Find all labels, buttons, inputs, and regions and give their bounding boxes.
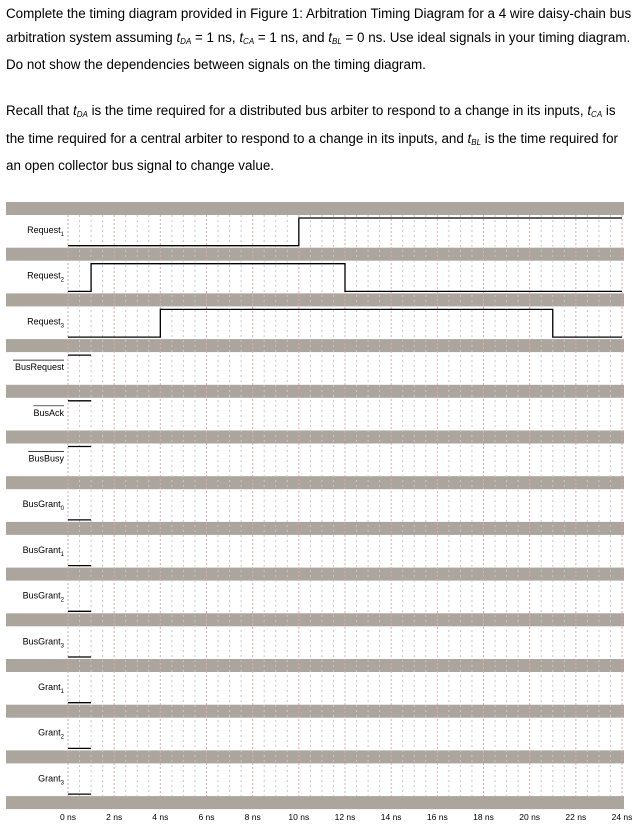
time-tick-label: 24 ns xyxy=(611,812,633,823)
tbl-subscript: BL xyxy=(331,36,342,46)
signal-subscript: 3 xyxy=(60,780,64,787)
signal-name: Grant xyxy=(38,727,61,738)
time-tick-label: 14 ns xyxy=(380,812,402,823)
signal-subscript: 3 xyxy=(60,323,64,330)
tbl-symbol: t xyxy=(328,29,332,45)
separator-band xyxy=(6,705,624,718)
recall-part2: is the time required for a central arbiter to respond to a change in its inputs, and xyxy=(6,103,616,146)
separator-band xyxy=(6,476,624,489)
signal-name: BusBusy xyxy=(28,453,64,464)
time-tick-label: 4 ns xyxy=(152,812,169,823)
signal-label xyxy=(38,728,65,741)
signal-label xyxy=(23,636,65,649)
tda-symbol: t xyxy=(176,29,181,45)
signal-name: BusGrant xyxy=(22,636,61,647)
recall-part3: is the time required for an open collector bus signal to change value. xyxy=(6,130,618,173)
signal-label xyxy=(38,773,65,786)
recall-tbl-symbol: t xyxy=(467,130,472,146)
signal-subscript: 1 xyxy=(60,232,64,238)
signal-label xyxy=(23,499,65,512)
signal-name: Grant xyxy=(38,682,61,692)
signal-name: Request xyxy=(27,225,61,235)
recall-tca-symbol: t xyxy=(587,103,592,118)
separator-band xyxy=(6,613,624,626)
signal-label xyxy=(38,682,65,695)
signal-subscript: 1 xyxy=(60,551,64,558)
time-tick-label: 8 ns xyxy=(244,812,261,823)
signal-subscript: 1 xyxy=(60,689,64,695)
signal-label xyxy=(15,362,65,372)
time-tick-label: 6 ns xyxy=(198,812,215,823)
recall-tca-subscript: CA xyxy=(591,110,603,119)
signal-label xyxy=(23,591,65,604)
separator-band xyxy=(6,293,624,306)
signal-label xyxy=(33,408,64,418)
separator-band xyxy=(6,339,624,352)
separator-band xyxy=(6,659,624,672)
signal-name: Request xyxy=(27,270,61,281)
instructions-lead: Complete the timing diagram provided in Figure 1: Arbitration Timing Diagram for a 4 wire daisy-chain bus arbitration system assuming xyxy=(6,6,632,45)
signal-name: BusGrant xyxy=(22,590,61,601)
signal-name: BusGrant xyxy=(22,499,61,510)
time-tick-label: 18 ns xyxy=(473,812,494,823)
time-tick-label: 16 ns xyxy=(426,812,448,823)
signal-subscript: 3 xyxy=(60,643,64,650)
signal-name: Grant xyxy=(38,773,61,784)
time-tick-label: 0 ns xyxy=(59,812,77,823)
time-tick-label: 12 ns xyxy=(334,812,356,823)
tca-symbol: t xyxy=(239,29,244,45)
tda-subscript: DA xyxy=(180,36,192,46)
tbl-value: = 0 ns. Use ideal signals in your timing diagram. Do not show the dependencies between signals on the timing diagram. xyxy=(6,29,631,72)
recall-lead: Recall that xyxy=(6,103,73,118)
signal-name: BusAck xyxy=(33,407,64,418)
signal-subscript: 2 xyxy=(60,734,64,741)
time-tick-label: 2 ns xyxy=(106,812,123,823)
separator-band xyxy=(6,796,624,809)
time-tick-label: 22 ns xyxy=(565,812,587,823)
separator-band xyxy=(6,431,624,444)
tca-value: = 1 ns, and xyxy=(254,29,329,45)
recall-part1: is the time required for a distributed bus arbiter to respond to a change in its inputs, xyxy=(87,103,588,118)
separator-band xyxy=(6,522,624,535)
separator-band xyxy=(6,385,624,398)
time-tick-label: 20 ns xyxy=(519,812,541,823)
signal-subscript: 2 xyxy=(60,597,64,604)
signal-waveform xyxy=(68,264,622,292)
signal-label xyxy=(27,225,65,238)
tda-value: = 1 ns, xyxy=(191,29,240,45)
signal-label xyxy=(27,316,65,329)
signal-name: Request xyxy=(27,316,61,327)
signal-label xyxy=(27,271,65,284)
separator-band xyxy=(6,202,624,215)
recall-tda-symbol: t xyxy=(73,103,77,118)
signal-label xyxy=(28,454,64,464)
signal-name: BusGrant xyxy=(22,544,61,555)
separator-band xyxy=(6,248,624,261)
separator-band xyxy=(6,568,624,581)
separator-band xyxy=(6,750,624,763)
signal-name: BusRequest xyxy=(14,362,64,373)
signal-label xyxy=(23,545,65,558)
recall-tbl-subscript: BL xyxy=(471,137,482,147)
time-tick-label: 10 ns xyxy=(288,812,310,823)
recall-tda-subscript: DA xyxy=(76,110,88,119)
signal-subscript: 2 xyxy=(60,277,64,284)
signal-subscript: 0 xyxy=(60,506,64,513)
tca-subscript: CA xyxy=(243,36,255,46)
